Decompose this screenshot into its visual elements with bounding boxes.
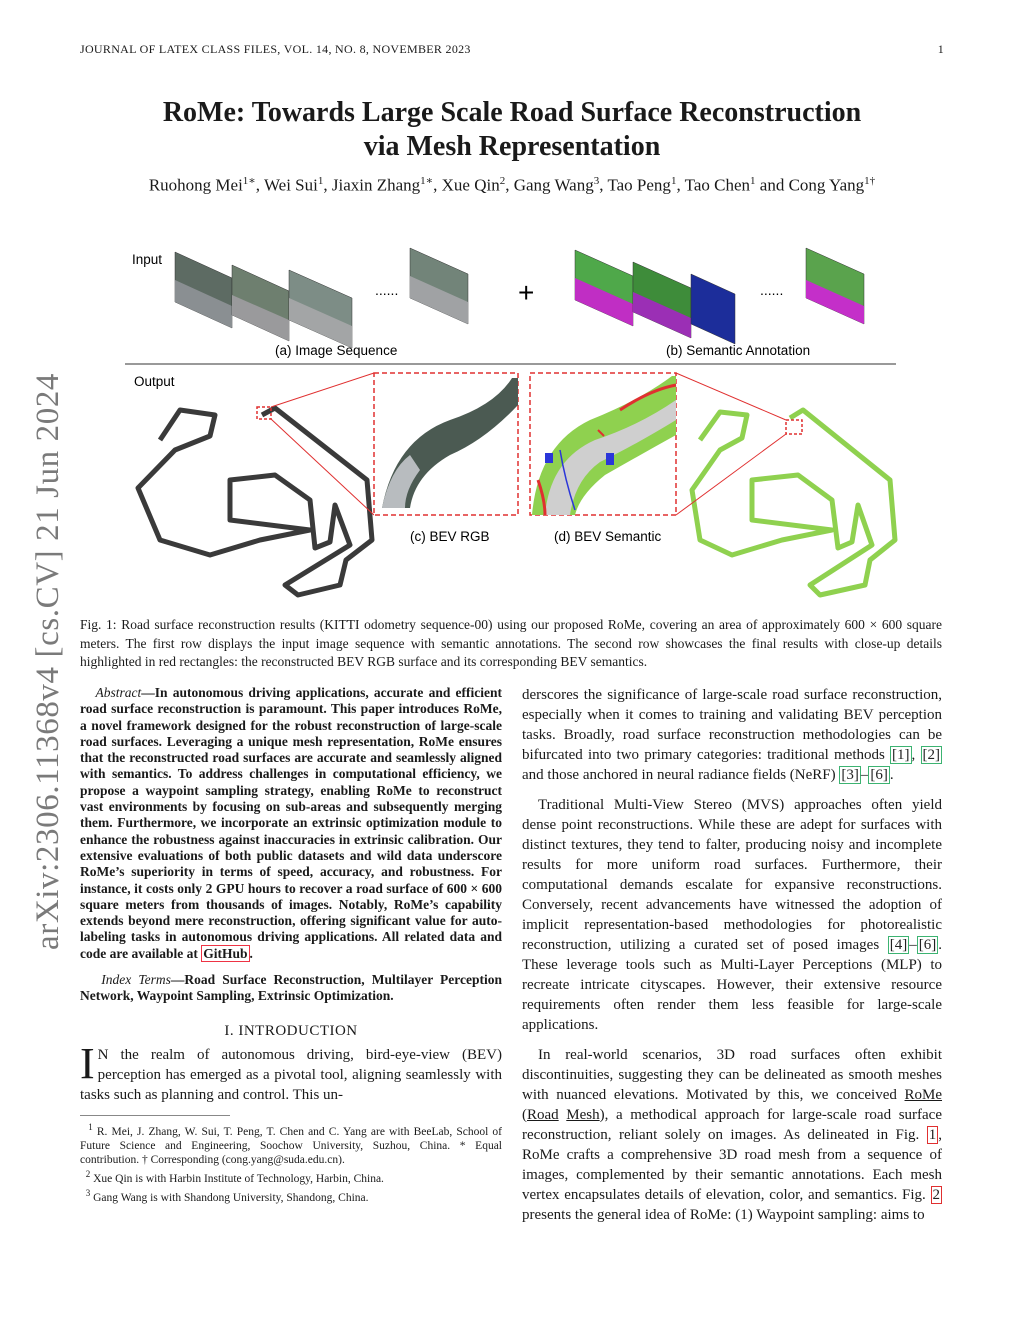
index-terms-text: —Road Surface Reconstruction, Multilayer Perception Network, Waypoint Sampling, Extrinsic Optimization. bbox=[80, 972, 503, 1004]
p3-text: In real-world scenarios, 3D road surfaces often exhibit discontinuities, suggesting they can be delineated as smooth meshes with nuanced elevations. Motivated by this, we conceived bbox=[522, 1047, 942, 1103]
mesh-term: Mesh bbox=[566, 1107, 600, 1123]
input-label: Input bbox=[132, 252, 163, 267]
author-affil: 1† bbox=[864, 175, 876, 187]
road-mesh-rgb bbox=[138, 408, 372, 595]
index-terms-label: Index Terms bbox=[101, 972, 171, 988]
p1-text: derscores the significance of large-scale road surface reconstruction, especially when it comes to training and validating BEV perception tasks. Broadly, road surface reconstruction methodologies can be bifurcated into two primary categories: traditional methods bbox=[522, 687, 942, 763]
paragraph-1: derscores the significance of large-scale road surface reconstruction, especially when it comes to training and validating BEV perception tasks. Broadly, road surface reconstruction methodologies can be bifurcated into two primary categories: traditional methods [1] , [2] and those anchored in neural radiance fields (NeRF) [3] – [6] . bbox=[522, 687, 942, 783]
title-line-1: RoMe: Towards Large Scale Road Surface Reconstruction bbox=[162, 97, 862, 128]
bev-sem-car-1 bbox=[545, 453, 553, 463]
p3-text-c: RoMe crafts a comprehensive 3D road mesh from a sequence of images, complemented by their semantic annotations. Each mesh vertex encapsulates details of elevation, color, and semantics. Fig. bbox=[522, 1147, 942, 1203]
paper-title bbox=[60, 96, 964, 164]
author: Xue Qin bbox=[441, 175, 500, 195]
footnote-rule bbox=[80, 1115, 230, 1116]
p3-text-b: a methodical approach for large-scale road surface reconstruction, reliant solely on images. As delineated in Fig. bbox=[522, 1107, 942, 1143]
fn-text: Xue Qin is with Harbin Institute of Technology, Harbin, China. bbox=[93, 1172, 384, 1185]
author-list: Ruohong Mei$^{1∗}$, Wei Sui$^1$, Jiaxin Zhang$^{1∗}$, Xue Qin$^2$, Gang Wang$^3$, Tao Peng$^1$, Tao Chen$^1$ and Cong Yang$^{1\dagger}$ bbox=[148, 175, 876, 195]
zoom-line-1 bbox=[271, 373, 374, 407]
road-term: Road bbox=[527, 1107, 559, 1123]
p2-text-b: These leverage tools such as Multi-Layer Perceptions (MLP) to recreate intricate cityscapes. However, their extensive resource requirements often render them less feasible for large-scale applications. bbox=[522, 957, 942, 1033]
intro-paragraph bbox=[80, 1038, 502, 1105]
figure-link[interactable]: 1 bbox=[928, 1127, 937, 1143]
caption-a: (a) Image Sequence bbox=[275, 343, 398, 358]
author: Tao Chen bbox=[684, 175, 751, 195]
index-terms bbox=[80, 972, 502, 1005]
plus-sign: + bbox=[518, 277, 535, 308]
author-affil: 1 bbox=[317, 175, 324, 187]
footnote-2 bbox=[80, 1167, 502, 1186]
citation-link[interactable]: [4] bbox=[889, 937, 908, 953]
zoom-line-2 bbox=[271, 419, 374, 515]
drop-cap: I bbox=[80, 1038, 95, 1088]
p1-mid: and those anchored in neural radiance fields (NeRF) bbox=[522, 767, 836, 783]
citation-link[interactable]: [6] bbox=[870, 767, 888, 783]
image-sequence-frames bbox=[175, 248, 468, 348]
semantic-frames bbox=[575, 248, 864, 344]
footnote-1 bbox=[80, 1120, 502, 1167]
caption-c: (c) BEV RGB bbox=[410, 529, 490, 544]
p2-text: Traditional Multi-View Stereo (MVS) approaches often yield dense point reconstructions. While these are adept for surfaces with distinct textures, they tend to falter, producing noisy and incomplete results for more uniform road surfaces. Furthermore, their computational demands escalate for expansive reconstructions. Conversely, recent advancements have witnessed the adoption of implicit representation-based methodologies for photorealistic reconstruction, utilizing a curated set of posed images bbox=[522, 797, 942, 953]
citation-link[interactable]: [6] bbox=[918, 937, 937, 953]
running-header bbox=[80, 42, 944, 57]
figure-1 bbox=[120, 240, 910, 605]
section-heading: I. INTRODUCTION bbox=[224, 1022, 358, 1039]
fn-mark: 2 bbox=[85, 1168, 91, 1179]
author-affil: 1∗ bbox=[242, 175, 256, 187]
paragraph-3: In real-world scenarios, 3D road surfaces often exhibit discontinuities, suggesting they can be delineated as smooth meshes with nuanced elevations. Motivated by this, we conceived RoMe (Road Mesh), a methodical approach for large-scale road surface reconstruction, reliant solely on images. As delineated in Fig. 1 , RoMe crafts a comprehensive 3D road mesh from a sequence of images, complemented by their semantic annotations. Each mesh vertex encapsulates details of elevation, color, and semantics. Fig. 2 presents the general idea of RoMe: (1) Waypoint sampling: aims to bbox=[522, 1047, 943, 1223]
caption-prefix: Fig. 1: bbox=[80, 617, 117, 632]
ellipsis-a: ...... bbox=[375, 282, 399, 298]
caption-d: (d) BEV Semantic bbox=[554, 529, 662, 544]
caption-text: Road surface reconstruction results (KITTI odometry sequence-00) using our proposed RoMe, covering an area of approximately 600 × 600 square meters. The first row displays the input image sequence with semantic annotations. The second row showcases the final results with close-up details highlighted in red rectangles: the reconstructed BEV RGB surface and its corresponding BEV semantics. bbox=[80, 617, 943, 669]
right-column bbox=[522, 685, 942, 1235]
sem-frame-3 bbox=[691, 274, 735, 344]
author: Gang Wang bbox=[513, 175, 594, 195]
rome-term: RoMe bbox=[904, 1087, 943, 1103]
page-number: 1 bbox=[937, 42, 944, 56]
bev-sem-car-2 bbox=[606, 453, 614, 465]
author: Wei Sui bbox=[263, 175, 318, 195]
author-affil: 2 bbox=[499, 175, 506, 187]
title-line-2: via Mesh Representation bbox=[363, 131, 661, 162]
author: Ruohong Mei bbox=[148, 175, 243, 195]
abstract bbox=[80, 685, 502, 962]
output-label: Output bbox=[134, 374, 175, 389]
fn-mark: 1 bbox=[88, 1121, 93, 1132]
author-affil: 1∗ bbox=[420, 175, 434, 187]
author-affil: 1 bbox=[750, 175, 756, 187]
fn-text: R. Mei, J. Zhang, W. Sui, T. Peng, T. Chen and C. Yang are with BeeLab, School of Future Science and Engineering, Soochow University, Suzhou, China. * Equal contribution. † Corresponding (cong.yang@suda.edu.cn). bbox=[80, 1125, 503, 1166]
fn-mark: 3 bbox=[85, 1187, 91, 1198]
abstract-text: —In autonomous driving applications, accurate and efficient road surface reconstruction is paramount. This paper introduces RoMe, a novel framework designed for the robust reconstruction of large-scale road surfaces. Leveraging a unique mesh representation, RoMe ensures that the reconstructed road surfaces are accurate and seamlessly aligned with semantics. To address challenges in computational efficiency, we propose a waypoint sampling strategy, enabling RoMe to reconstruct vast environments by focusing on sub-areas and subsequently merging them. Furthermore, we incorporate an extrinsic optimization module to enhance the robustness against inaccuracies in extrinsic calibration. Our extensive evaluations of both public datasets and wild data underscore RoMe’s superiority in terms of speed, accuracy, and robustness. For instance, it costs only 2 GPU hours to recover a road surface of 600 × 600 square meters from thousands of images. Notably, RoMe’s capability extends beyond mere reconstruction, offering significant value for auto-labeling tasks in autonomous driving applications. All related data and code are available at bbox=[80, 685, 502, 961]
author-affil: 1 bbox=[670, 175, 677, 187]
zoom-box-sem bbox=[786, 420, 802, 434]
abstract-end: . bbox=[249, 945, 253, 961]
p3-text-d: presents the general idea of RoMe: (1) Waypoint sampling: aims to bbox=[522, 1207, 925, 1223]
author: Tao Peng bbox=[607, 175, 671, 195]
citation-link[interactable]: [1] bbox=[892, 747, 910, 763]
left-column bbox=[80, 685, 502, 1204]
figure-link[interactable]: 2 bbox=[932, 1187, 940, 1203]
intro-text: N the realm of autonomous driving, bird-eye-view (BEV) perception has emerged as a pivotal tool, aligning seamlessly with tasks such as planning and control. This un- bbox=[80, 1046, 502, 1103]
citation-link[interactable]: [3] bbox=[841, 767, 859, 783]
journal-name: JOURNAL OF LATEX CLASS FILES, VOL. 14, NO. 8, NOVEMBER 2023 bbox=[80, 42, 471, 56]
caption-b: (b) Semantic Annotation bbox=[666, 343, 811, 358]
ellipsis-b: ...... bbox=[760, 282, 784, 298]
citation-link[interactable]: [2] bbox=[922, 747, 941, 763]
footnote-3 bbox=[80, 1186, 502, 1205]
figure-caption bbox=[80, 616, 942, 672]
paragraph-2: Traditional Multi-View Stereo (MVS) approaches often yield dense point reconstructions. While these are adept for surfaces with distinct textures, they tend to falter, producing noisy and incomplete results for more uniform road surfaces. Furthermore, their computational demands escalate for expansive reconstructions. Conversely, recent advancements have witnessed the adoption of implicit representation-based methodologies for photorealistic reconstruction, utilizing a curated set of posed images [4] – [6] . These leverage tools such as Multi-Layer Perceptions (MLP) to recreate intricate cityscapes. However, their extensive resource requirements often render them less feasible for large-scale applications. bbox=[522, 797, 943, 1033]
fn-text: Gang Wang is with Shandong University, Shandong, China. bbox=[93, 1191, 369, 1204]
author: Jiaxin Zhang bbox=[331, 175, 421, 195]
arxiv-watermark: arXiv:2306.11368v4 [cs.CV] 21 Jun 2024 bbox=[30, 372, 66, 950]
author: Cong Yang bbox=[788, 175, 865, 195]
author-affil: 3 bbox=[593, 175, 600, 187]
abstract-label: Abstract bbox=[95, 685, 142, 700]
road-mesh-semantic bbox=[692, 410, 895, 595]
github-link[interactable]: GitHub bbox=[203, 945, 248, 961]
